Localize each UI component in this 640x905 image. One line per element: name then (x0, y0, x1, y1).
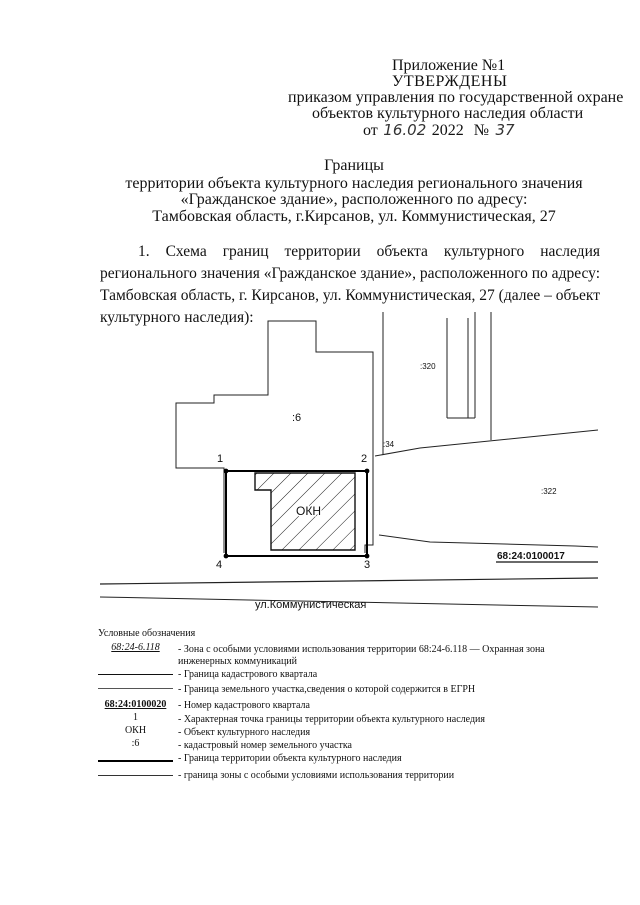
point-1-marker (224, 469, 229, 474)
point-2-label: 2 (361, 453, 368, 465)
parcel-322-label: :322 (541, 487, 557, 496)
legend-symbol-okn: ОКН (124, 725, 147, 736)
point-1-label: 1 (217, 453, 224, 465)
parcel-322-bottom (379, 535, 598, 547)
quarter-boundary-upper (100, 578, 598, 584)
legend-symbol-parcel-line (98, 688, 173, 689)
legend-symbol-point: 1 (133, 712, 138, 723)
legend-text-okn: - Объект культурного наследия (178, 727, 311, 738)
legend-text-zone-2: инженерных коммуникаций (178, 656, 297, 667)
from-label: от (363, 122, 378, 139)
legend-text-quarter-number: - Номер кадастрового квартала (178, 700, 310, 711)
order-line-1: приказом управления по государственной охране (288, 89, 624, 106)
boundary-map (0, 300, 640, 620)
order-date-line (363, 121, 517, 140)
parcel-322-boundary (375, 430, 598, 456)
legend-text-territory-line: - Граница территории объекта культурного наследия (178, 753, 402, 764)
parcel-320-label: :320 (420, 362, 436, 371)
legend-text-point: - Характерная точка границы территории объекта культурного наследия (178, 714, 485, 725)
order-line-2: объектов культурного наследия области (312, 105, 584, 122)
scheme-paragraph: 1. Схема границ территории объекта культурного наследия регионального значения «Гражданское здание», расположенного по адресу: Тамбовская область, г. Кирсанов, ул. Коммунистическая, 27 (далее – объект культурного наследия): (100, 243, 600, 326)
legend-symbol-quarter-number: 68:24:0100020 (104, 699, 167, 710)
point-3-marker (365, 554, 370, 559)
legend-text-parcel-number: - кадастровый номер земельного участка (178, 740, 352, 751)
number-label: № (473, 122, 490, 139)
approved-label: УТВЕРЖДЕНЫ (392, 73, 508, 90)
title-line-1: Границы (324, 157, 384, 174)
title-line-4: Тамбовская область, г.Кирсанов, ул. Коммунистическая, 27 (152, 208, 556, 225)
legend-symbol-zone: 68:24-6.118 (111, 642, 160, 653)
point-2-marker (365, 469, 370, 474)
legend-symbol-territory-line (98, 760, 173, 762)
okn-label: ОКН (296, 504, 321, 518)
legend-symbol-zone-line (98, 775, 173, 776)
point-4-marker (224, 554, 229, 559)
appendix-label: Приложение №1 (392, 57, 506, 74)
handwritten-date: 16.02 (383, 121, 427, 139)
legend-text-quarter-line: - Граница кадастрового квартала (178, 669, 318, 680)
legend-title: Условные обозначения (98, 628, 196, 639)
point-3-label: 3 (364, 559, 371, 571)
legend-text-zone: - Зона с особыми условиями использования территории 68:24-6.118 — Охранная зона (178, 644, 545, 655)
title-line-2: территории объекта культурного наследия регионального значения (125, 175, 583, 192)
handwritten-number: 37 (495, 121, 515, 139)
legend-text-zone-line: - граница зоны с особыми условиями использования территории (178, 770, 455, 781)
parcel-34-label: :34 (383, 440, 395, 449)
year-label: 2022 (431, 122, 464, 139)
title-line-3: «Гражданское здание», расположенного по адресу: (180, 191, 528, 208)
parcel-6-label: :6 (292, 412, 302, 424)
street-label: ул.Коммунистическая (255, 599, 367, 611)
quarter-number-label: 68:24:0100017 (497, 551, 565, 562)
point-4-label: 4 (216, 559, 223, 571)
legend-text-parcel-line: - Граница земельного участка,сведения о которой содержится в ЕГРН (178, 684, 476, 695)
legend-symbol-parcel-number: :6 (131, 738, 140, 749)
legend-symbol-quarter-line (98, 674, 173, 675)
